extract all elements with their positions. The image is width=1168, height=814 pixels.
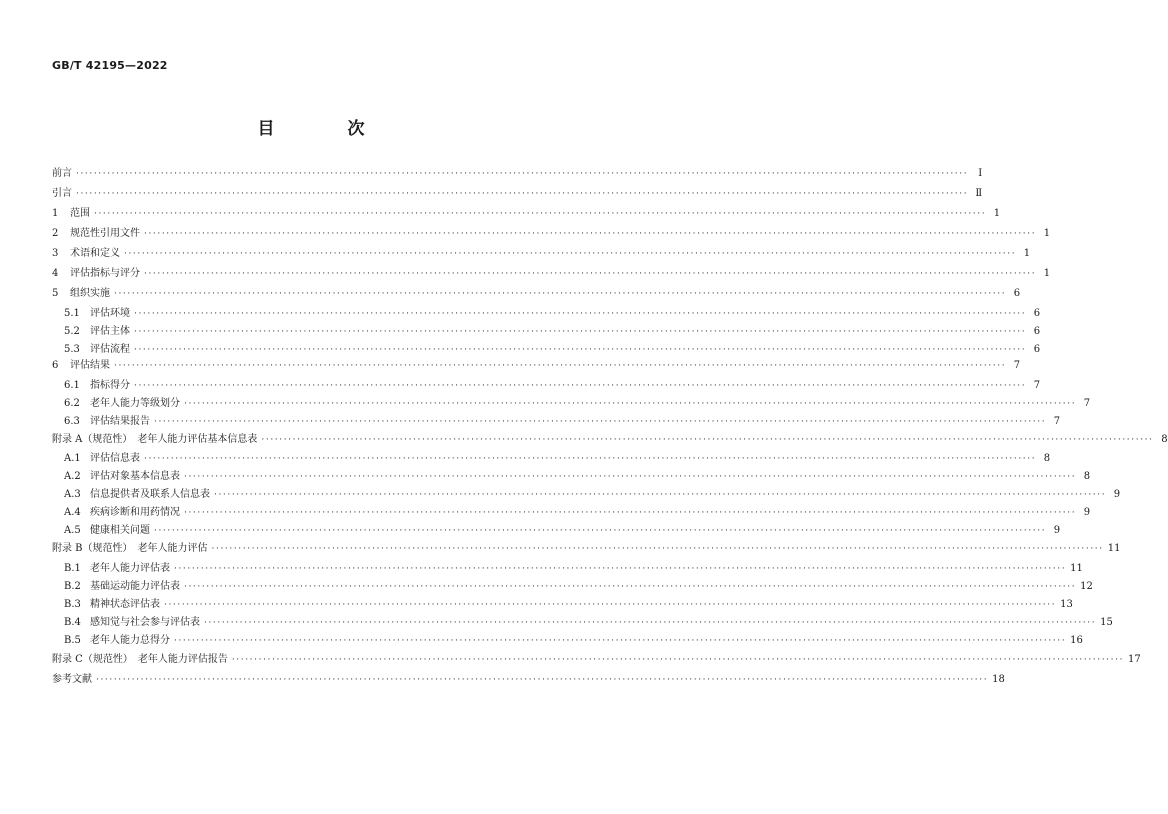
toc-entry[interactable] — [52, 207, 1001, 221]
toc-entry-number: 5.3 — [64, 344, 80, 355]
toc-leader-dots: ········································································································································································································ — [144, 454, 1037, 464]
toc-entry[interactable] — [52, 542, 1121, 556]
toc-entry[interactable] — [64, 470, 1091, 484]
toc-entry-number: A.5 — [64, 525, 81, 536]
toc-leader-dots: ········································································································································································································ — [134, 309, 1027, 319]
toc-entry-page: 7 — [1053, 416, 1061, 427]
toc-entry-title: 前言 — [52, 168, 72, 179]
toc-leader-dots: ········································································································································································································ — [164, 600, 1057, 610]
toc-entry[interactable] — [52, 653, 1141, 667]
toc-leader-dots: ········································································································································································································ — [261, 435, 1154, 445]
toc-leader-dots: ········································································································································································································ — [184, 508, 1077, 518]
toc-leader-dots: ········································································································································································································ — [174, 564, 1067, 574]
toc-leader-dots: ········································································································································································································ — [184, 472, 1077, 482]
toc-entry-page: 9 — [1113, 489, 1121, 500]
toc-entry[interactable] — [52, 433, 1168, 447]
toc-entry-number: 5.1 — [64, 308, 80, 319]
toc-entry-number: A.3 — [64, 489, 81, 500]
toc-entry-page: 13 — [1060, 599, 1073, 610]
toc-entry-page: Ⅱ — [975, 188, 983, 199]
toc-entry-title: 范围 — [70, 208, 90, 219]
toc-entry[interactable] — [52, 287, 1021, 301]
toc-entry-number: B.2 — [64, 581, 81, 592]
toc-entry-number: B.4 — [64, 617, 81, 628]
toc-entry-title: 评估结果 — [70, 360, 110, 371]
toc-entry-title: 健康相关问题 — [90, 525, 150, 536]
toc-entry-number: B.5 — [64, 635, 81, 646]
toc-entry-page: 7 — [1013, 360, 1021, 371]
toc-entry-page: 11 — [1107, 543, 1121, 554]
toc-entry-title: 附录 A（规范性） 老年人能力评估基本信息表 — [52, 434, 258, 445]
toc-leader-dots: ········································································································································································································ — [154, 417, 1047, 427]
toc-entry[interactable] — [64, 397, 1091, 411]
toc-entry-page: 6 — [1033, 308, 1041, 319]
toc-entry-page: 6 — [1013, 288, 1021, 299]
toc-leader-dots: ········································································································································································································ — [174, 636, 1067, 646]
toc-entry-page: 8 — [1083, 471, 1091, 482]
toc-entry[interactable] — [64, 343, 1041, 357]
toc-leader-dots: ········································································································································································································ — [134, 327, 1027, 337]
toc-leader-dots: ········································································································································································································ — [144, 269, 1037, 279]
toc-entry[interactable] — [64, 634, 1083, 648]
toc-entry-page: 1 — [993, 208, 1001, 219]
toc-entry[interactable] — [52, 167, 983, 181]
toc-leader-dots: ········································································································································································································ — [94, 209, 987, 219]
toc-entry-number: A.2 — [64, 471, 81, 482]
toc-entry-page: 8 — [1161, 434, 1168, 445]
toc-entry-title: 评估信息表 — [90, 453, 140, 464]
toc-entry-page: 6 — [1033, 326, 1041, 337]
toc-entry-page: 18 — [992, 674, 1005, 685]
page-title: 目 次 — [257, 119, 393, 139]
toc-entry-page: 9 — [1083, 507, 1091, 518]
toc-leader-dots: ········································································································································································································ — [154, 526, 1047, 536]
toc-entry-number: B.3 — [64, 599, 81, 610]
toc-entry[interactable] — [64, 325, 1041, 339]
toc-entry-number: A.4 — [64, 507, 81, 518]
toc-leader-dots: ········································································································································································································ — [96, 675, 989, 685]
toc-entry-number: 6 — [52, 360, 59, 371]
toc-entry-title: 精神状态评估表 — [90, 599, 160, 610]
toc-entry-title: 老年人能力总得分 — [90, 635, 170, 646]
toc-entry-title: 基础运动能力评估表 — [90, 581, 180, 592]
toc-entry-number: 6.2 — [64, 398, 80, 409]
toc-entry-title: 引言 — [52, 188, 72, 199]
toc-entry-title: 感知觉与社会参与评估表 — [90, 617, 200, 628]
toc-entry-title: 术语和定义 — [70, 248, 120, 259]
toc-leader-dots: ········································································································································································································ — [76, 169, 969, 179]
toc-leader-dots: ········································································································································································································ — [76, 189, 969, 199]
toc-entry[interactable] — [64, 415, 1061, 429]
toc-entry-number: A.1 — [64, 453, 81, 464]
toc-entry-page: 17 — [1128, 654, 1141, 665]
toc-entry-page: 6 — [1033, 344, 1041, 355]
toc-entry-title: 附录 C（规范性） 老年人能力评估报告 — [52, 654, 228, 665]
toc-entry-title: 信息提供者及联系人信息表 — [90, 489, 210, 500]
toc-leader-dots: ········································································································································································································ — [124, 249, 1017, 259]
toc-entry[interactable] — [52, 673, 1005, 687]
toc-entry[interactable] — [64, 580, 1093, 594]
toc-entry-title: 参考文献 — [52, 674, 92, 685]
toc-entry-number: 6.3 — [64, 416, 80, 427]
toc-entry-page: 15 — [1100, 617, 1113, 628]
toc-entry-page: Ⅰ — [978, 168, 983, 179]
toc-leader-dots: ········································································································································································································ — [114, 361, 1007, 371]
toc-entry[interactable] — [52, 267, 1051, 281]
toc-entry-page: 7 — [1083, 398, 1091, 409]
toc-entry-page: 11 — [1070, 563, 1083, 574]
toc-entry-page: 8 — [1043, 453, 1051, 464]
toc-entry[interactable] — [64, 488, 1121, 502]
toc-entry[interactable] — [64, 562, 1083, 576]
toc-leader-dots: ········································································································································································································ — [184, 399, 1077, 409]
toc-entry-title: 疾病诊断和用药情况 — [90, 507, 180, 518]
toc-entry-title: 规范性引用文件 — [70, 228, 140, 239]
toc-entry-number: 2 — [52, 228, 59, 239]
toc-entry-title: 附录 B（规范性） 老年人能力评估 — [52, 543, 208, 554]
toc-entry-title: 组织实施 — [70, 288, 110, 299]
toc-entry-page: 1 — [1023, 248, 1031, 259]
toc-entry-number: 1 — [52, 208, 59, 219]
toc-entry[interactable] — [64, 598, 1073, 612]
toc-entry-page: 16 — [1070, 635, 1083, 646]
toc-entry-title: 评估环境 — [90, 308, 130, 319]
toc-leader-dots: ········································································································································································································ — [134, 381, 1027, 391]
toc-entry[interactable] — [64, 452, 1051, 466]
toc-entry[interactable] — [64, 307, 1041, 321]
toc-entry-page: 1 — [1043, 228, 1051, 239]
toc-entry-title: 评估流程 — [90, 344, 130, 355]
toc-leader-dots: ········································································································································································································ — [144, 229, 1037, 239]
toc-leader-dots: ········································································································································································································ — [204, 618, 1097, 628]
toc-entry[interactable] — [52, 227, 1051, 241]
toc-entry-title: 老年人能力等级划分 — [90, 398, 180, 409]
toc-leader-dots: ········································································································································································································ — [184, 582, 1077, 592]
toc-leader-dots: ········································································································································································································ — [134, 345, 1027, 355]
toc-entry[interactable] — [52, 247, 1031, 261]
toc-entry-title: 指标得分 — [90, 380, 130, 391]
toc-entry-title: 老年人能力评估表 — [90, 563, 170, 574]
toc-entry[interactable] — [64, 506, 1091, 520]
toc-leader-dots: ········································································································································································································ — [231, 655, 1125, 665]
toc-entry[interactable] — [52, 359, 1021, 373]
toc-entry-page: 1 — [1043, 268, 1051, 279]
toc-entry-title: 评估指标与评分 — [70, 268, 140, 279]
toc-entry-page: 9 — [1053, 525, 1061, 536]
toc-entry[interactable] — [64, 616, 1113, 630]
toc-entry-title: 评估主体 — [90, 326, 130, 337]
toc-entry[interactable] — [52, 187, 983, 201]
toc-entry-number: 6.1 — [64, 380, 80, 391]
toc-entry-title: 评估对象基本信息表 — [90, 471, 180, 482]
toc-entry-number: 3 — [52, 248, 59, 259]
toc-entry-number: B.1 — [64, 563, 81, 574]
toc-entry-number: 5.2 — [64, 326, 80, 337]
toc-entry[interactable] — [64, 379, 1041, 393]
toc-entry-page: 12 — [1080, 581, 1093, 592]
toc-entry-page: 7 — [1033, 380, 1041, 391]
toc-leader-dots: ········································································································································································································ — [114, 289, 1007, 299]
toc-leader-dots: ········································································································································································································ — [211, 544, 1104, 554]
toc-entry-number: 5 — [52, 288, 59, 299]
toc-entry[interactable] — [64, 524, 1061, 538]
toc-leader-dots: ········································································································································································································ — [214, 490, 1107, 500]
standard-code: GB/T 42195—2022 — [52, 59, 168, 72]
toc-entry-title: 评估结果报告 — [90, 416, 150, 427]
toc-entry-number: 4 — [52, 268, 59, 279]
